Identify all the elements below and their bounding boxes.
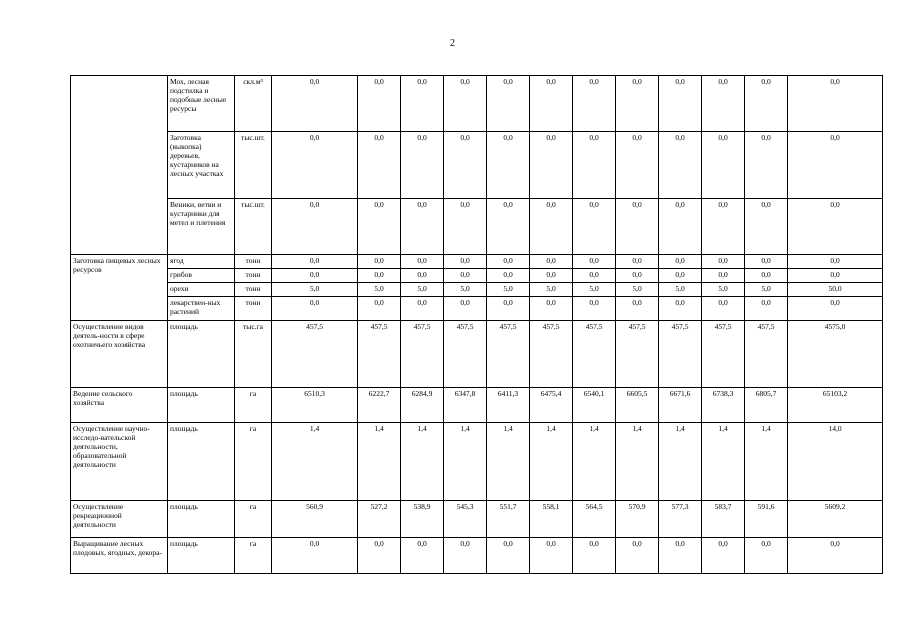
value-cell: 0,0 <box>487 132 530 199</box>
value-cell: 457,5 <box>745 321 788 388</box>
value-cell: 551,7 <box>487 501 530 538</box>
value-cell: 0,0 <box>702 538 745 574</box>
value-cell: 0,0 <box>745 297 788 321</box>
unit-cell: тонн <box>235 269 272 283</box>
value-cell: 1,4 <box>358 423 401 501</box>
unit-cell: га <box>235 501 272 538</box>
value-cell: 50,0 <box>788 283 883 297</box>
value-cell: 0,0 <box>616 76 659 132</box>
table-row <box>71 283 883 297</box>
value-cell: 5,0 <box>616 283 659 297</box>
value-cell: 6540,1 <box>573 388 616 423</box>
value-cell: 0,0 <box>530 199 573 255</box>
value-cell: 0,0 <box>487 538 530 574</box>
value-cell: 0,0 <box>702 76 745 132</box>
unit-cell: тыс.шт. <box>235 199 272 255</box>
value-cell: 0,0 <box>530 538 573 574</box>
value-cell: 0,0 <box>487 255 530 269</box>
table-row <box>71 199 883 255</box>
value-cell: 0,0 <box>401 538 444 574</box>
value-cell: 1,4 <box>702 423 745 501</box>
value-cell: 1,4 <box>272 423 358 501</box>
value-cell: 0,0 <box>272 269 358 283</box>
value-cell: 5,0 <box>659 283 702 297</box>
value-cell: 1,4 <box>487 423 530 501</box>
unit-cell: скл.м³ <box>235 76 272 132</box>
value-cell: 0,0 <box>444 199 487 255</box>
value-cell: 0,0 <box>530 269 573 283</box>
category-cell <box>71 76 168 255</box>
page-number: 2 <box>450 38 455 49</box>
value-cell: 4575,0 <box>788 321 883 388</box>
value-cell: 0,0 <box>358 76 401 132</box>
table-row <box>71 538 883 574</box>
value-cell: 6510,3 <box>272 388 358 423</box>
unit-cell: тыс.шт. <box>235 132 272 199</box>
value-cell: 6671,6 <box>659 388 702 423</box>
table-row <box>71 132 883 199</box>
value-cell: 0,0 <box>358 132 401 199</box>
subcategory-cell: ягод <box>168 255 235 269</box>
unit-cell: га <box>235 538 272 574</box>
value-cell: 5,0 <box>702 283 745 297</box>
value-cell: 0,0 <box>788 269 883 283</box>
value-cell: 0,0 <box>444 269 487 283</box>
value-cell: 0,0 <box>659 132 702 199</box>
value-cell: 457,5 <box>702 321 745 388</box>
value-cell: 0,0 <box>788 297 883 321</box>
value-cell: 0,0 <box>745 76 788 132</box>
value-cell: 0,0 <box>358 297 401 321</box>
table-row <box>71 423 883 501</box>
value-cell: 538,9 <box>401 501 444 538</box>
value-cell: 0,0 <box>573 538 616 574</box>
value-cell: 0,0 <box>573 199 616 255</box>
table-row <box>71 297 883 321</box>
value-cell: 457,5 <box>272 321 358 388</box>
subcategory-cell: орехи <box>168 283 235 297</box>
table-row <box>71 269 883 283</box>
value-cell: 0,0 <box>530 255 573 269</box>
value-cell: 577,3 <box>659 501 702 538</box>
table-row <box>71 255 883 269</box>
value-cell: 1,4 <box>444 423 487 501</box>
value-cell: 0,0 <box>444 76 487 132</box>
value-cell: 5,0 <box>530 283 573 297</box>
value-cell: 0,0 <box>573 255 616 269</box>
value-cell: 6284,9 <box>401 388 444 423</box>
value-cell: 0,0 <box>272 199 358 255</box>
value-cell: 65103,2 <box>788 388 883 423</box>
value-cell: 457,5 <box>573 321 616 388</box>
subcategory-cell: Заготовка (выкопка) деревьев, кустарников на лесных участках <box>168 132 235 199</box>
category-cell: Осуществление рекреационной деятельности <box>71 501 168 538</box>
value-cell: 0,0 <box>401 199 444 255</box>
category-cell: Выращивание лесных плодовых, ягодных, декора- <box>71 538 168 574</box>
category-cell: Заготовка пищевых лесных ресурсов <box>71 255 168 321</box>
value-cell: 0,0 <box>659 269 702 283</box>
value-cell: 0,0 <box>573 297 616 321</box>
subcategory-cell: Веники, ветви и кустарники для метел и плетения <box>168 199 235 255</box>
value-cell: 545,3 <box>444 501 487 538</box>
value-cell: 457,5 <box>358 321 401 388</box>
value-cell: 0,0 <box>530 132 573 199</box>
value-cell: 0,0 <box>272 76 358 132</box>
unit-cell: тонн <box>235 255 272 269</box>
unit-cell: тонн <box>235 283 272 297</box>
value-cell: 0,0 <box>487 297 530 321</box>
value-cell: 0,0 <box>659 538 702 574</box>
value-cell: 0,0 <box>659 199 702 255</box>
value-cell: 0,0 <box>616 297 659 321</box>
value-cell: 5,0 <box>573 283 616 297</box>
value-cell: 0,0 <box>487 199 530 255</box>
value-cell: 0,0 <box>788 132 883 199</box>
value-cell: 0,0 <box>745 538 788 574</box>
value-cell: 0,0 <box>444 255 487 269</box>
value-cell: 0,0 <box>659 255 702 269</box>
value-cell: 0,0 <box>401 132 444 199</box>
unit-cell: тыс.га <box>235 321 272 388</box>
value-cell: 0,0 <box>745 199 788 255</box>
subcategory-cell: площадь <box>168 321 235 388</box>
value-cell: 0,0 <box>702 297 745 321</box>
value-cell: 0,0 <box>487 269 530 283</box>
value-cell: 1,4 <box>659 423 702 501</box>
value-cell: 527,2 <box>358 501 401 538</box>
value-cell: 5,0 <box>401 283 444 297</box>
value-cell: 0,0 <box>788 76 883 132</box>
value-cell: 0,0 <box>530 297 573 321</box>
value-cell: 0,0 <box>616 255 659 269</box>
table-row <box>71 388 883 423</box>
value-cell: 457,5 <box>616 321 659 388</box>
value-cell: 0,0 <box>616 132 659 199</box>
value-cell: 0,0 <box>358 269 401 283</box>
value-cell: 583,7 <box>702 501 745 538</box>
value-cell: 0,0 <box>358 538 401 574</box>
subcategory-cell: площадь <box>168 501 235 538</box>
unit-cell: тонн <box>235 297 272 321</box>
value-cell: 0,0 <box>272 132 358 199</box>
unit-cell: га <box>235 423 272 501</box>
value-cell: 0,0 <box>702 132 745 199</box>
value-cell: 0,0 <box>659 76 702 132</box>
value-cell: 1,4 <box>401 423 444 501</box>
value-cell: 1,4 <box>616 423 659 501</box>
value-cell: 457,5 <box>659 321 702 388</box>
value-cell: 0,0 <box>401 76 444 132</box>
value-cell: 1,4 <box>745 423 788 501</box>
subcategory-cell: площадь <box>168 423 235 501</box>
value-cell: 0,0 <box>272 297 358 321</box>
value-cell: 6222,7 <box>358 388 401 423</box>
value-cell: 5,0 <box>272 283 358 297</box>
value-cell: 457,5 <box>401 321 444 388</box>
value-cell: 560,9 <box>272 501 358 538</box>
category-cell: Осуществление научно-исследо-вательской деятельности, образовательной деятельности <box>71 423 168 501</box>
value-cell: 6805,7 <box>745 388 788 423</box>
value-cell: 0,0 <box>530 76 573 132</box>
value-cell: 0,0 <box>659 297 702 321</box>
value-cell: 5,0 <box>745 283 788 297</box>
table-row <box>71 76 883 132</box>
value-cell: 5,0 <box>358 283 401 297</box>
value-cell: 5,0 <box>487 283 530 297</box>
subcategory-cell: площадь <box>168 538 235 574</box>
value-cell: 0,0 <box>401 269 444 283</box>
value-cell: 0,0 <box>702 255 745 269</box>
value-cell: 6411,3 <box>487 388 530 423</box>
value-cell: 0,0 <box>487 76 530 132</box>
category-cell: Осуществление видов деятель-ности в сфере охотничьего хозяйства <box>71 321 168 388</box>
value-cell: 0,0 <box>401 297 444 321</box>
value-cell: 0,0 <box>616 199 659 255</box>
table-row <box>71 501 883 538</box>
category-cell: Ведение сельского хозяйства <box>71 388 168 423</box>
subcategory-cell: площадь <box>168 388 235 423</box>
value-cell: 6738,3 <box>702 388 745 423</box>
subcategory-cell: грибов <box>168 269 235 283</box>
value-cell: 1,4 <box>573 423 616 501</box>
value-cell: 570,9 <box>616 501 659 538</box>
value-cell: 0,0 <box>272 538 358 574</box>
value-cell: 0,0 <box>745 269 788 283</box>
value-cell: 0,0 <box>788 538 883 574</box>
value-cell: 0,0 <box>444 538 487 574</box>
value-cell: 0,0 <box>444 132 487 199</box>
value-cell: 0,0 <box>788 255 883 269</box>
value-cell: 6605,5 <box>616 388 659 423</box>
value-cell: 0,0 <box>573 76 616 132</box>
value-cell: 6347,8 <box>444 388 487 423</box>
value-cell: 0,0 <box>272 255 358 269</box>
table-row <box>71 321 883 388</box>
value-cell: 0,0 <box>573 269 616 283</box>
value-cell: 0,0 <box>444 297 487 321</box>
unit-cell: га <box>235 388 272 423</box>
value-cell: 0,0 <box>616 269 659 283</box>
value-cell: 0,0 <box>616 538 659 574</box>
value-cell: 457,5 <box>444 321 487 388</box>
value-cell: 0,0 <box>358 199 401 255</box>
value-cell: 0,0 <box>573 132 616 199</box>
value-cell: 457,5 <box>487 321 530 388</box>
value-cell: 0,0 <box>358 255 401 269</box>
value-cell: 14,0 <box>788 423 883 501</box>
value-cell: 6475,4 <box>530 388 573 423</box>
value-cell: 0,0 <box>745 132 788 199</box>
value-cell: 0,0 <box>788 199 883 255</box>
value-cell: 558,1 <box>530 501 573 538</box>
value-cell: 457,5 <box>530 321 573 388</box>
value-cell: 1,4 <box>530 423 573 501</box>
value-cell: 5609,2 <box>788 501 883 538</box>
value-cell: 591,6 <box>745 501 788 538</box>
subcategory-cell: лекарствен-ных растений <box>168 297 235 321</box>
subcategory-cell: Мох, лесная подстилка и подобные лесные ресурсы <box>168 76 235 132</box>
value-cell: 0,0 <box>401 255 444 269</box>
value-cell: 0,0 <box>702 199 745 255</box>
value-cell: 5,0 <box>444 283 487 297</box>
value-cell: 564,5 <box>573 501 616 538</box>
value-cell: 0,0 <box>745 255 788 269</box>
value-cell: 0,0 <box>702 269 745 283</box>
resource-table <box>70 75 883 574</box>
